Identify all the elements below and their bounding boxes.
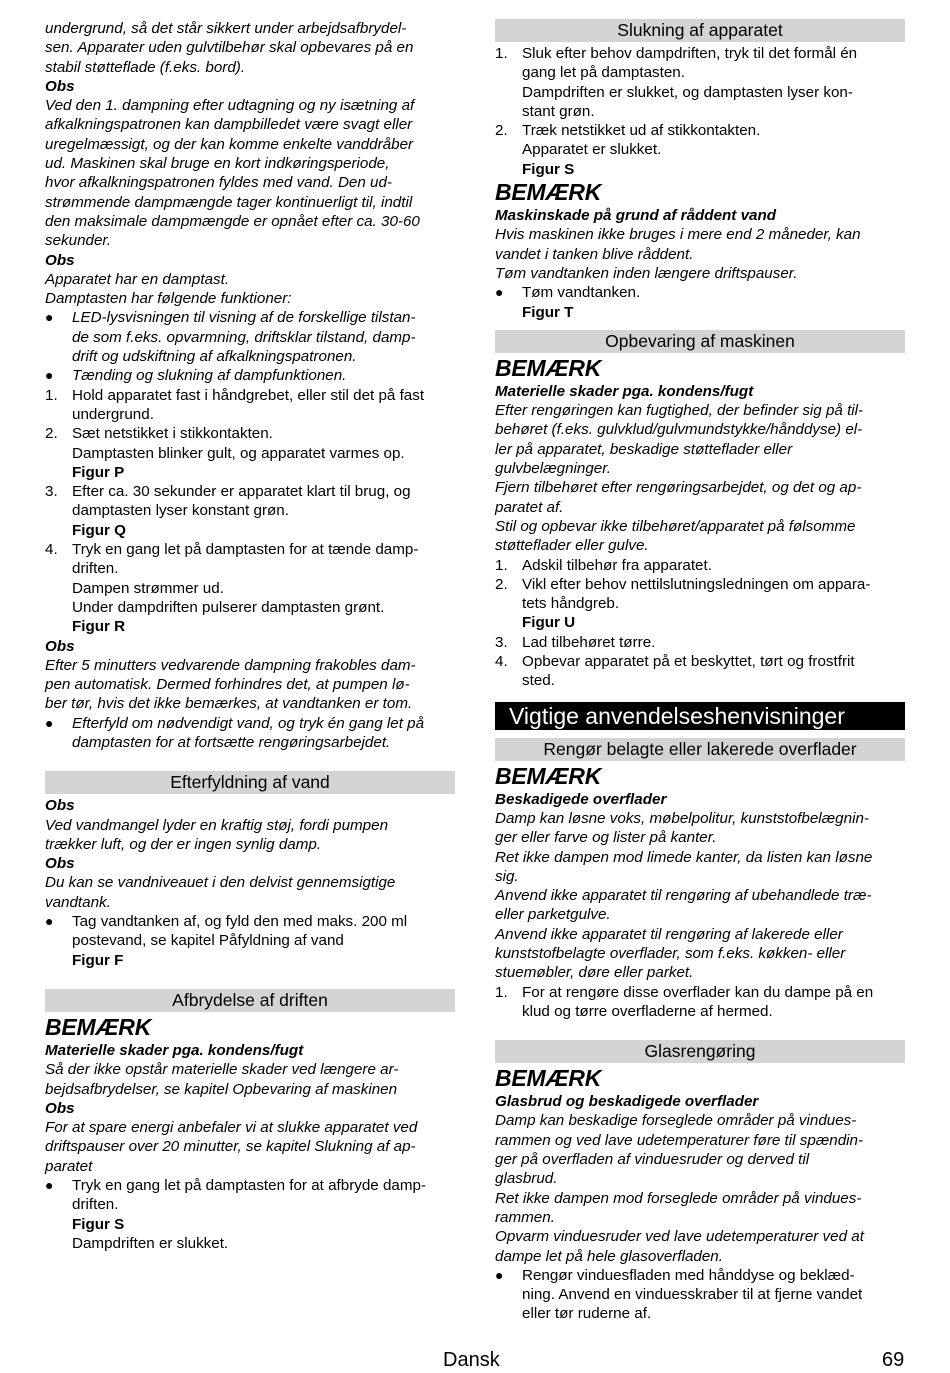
text-line: Sluk efter behov dampdriften, tryk til det formål én	[522, 45, 858, 62]
step-number: 1.	[45, 386, 58, 404]
bullet-icon: ●	[45, 714, 54, 731]
text-line: Hvis maskinen ikke bruges i mere end 2 måneder, kan	[495, 226, 861, 244]
text-line: Ved vandmangel lyder en kraftig støj, fordi pumpen	[45, 816, 389, 834]
text-line: For at spare energi anbefaler vi at slukke apparatet ved	[45, 1119, 418, 1137]
list-item	[45, 308, 455, 366]
list-item	[45, 366, 455, 385]
step-item	[45, 386, 455, 425]
text-line: Træk netstikket ud af stikkontakten.	[522, 122, 761, 140]
notice-title: Glasbrud og beskadigede overflader	[495, 1093, 759, 1111]
text-line: postevand, se kapitel Påfyldning af vand	[72, 932, 344, 950]
intro-text	[45, 19, 455, 77]
step-number: 4.	[495, 653, 508, 671]
text-line: ber tør, hvis det ikke bemærkes, at vandtanken er tom.	[45, 695, 413, 713]
section-heading-interrupt: Afbrydelse af driften	[45, 989, 455, 1012]
notice-text	[495, 401, 905, 555]
step-item	[495, 44, 905, 121]
step-number: 2.	[45, 425, 58, 443]
bullet-icon: ●	[45, 1177, 54, 1194]
text-line: rammen og ved lave udetemperaturer føre til spændin-	[495, 1131, 864, 1149]
text-line: Hold apparatet fast i håndgrebet, eller stil det på fast	[72, 386, 425, 404]
note-text	[45, 656, 455, 714]
section-heading-storage: Opbevaring af maskinen	[495, 330, 905, 353]
text-line: Ret ikke dampen mod forseglede områder på vindues-	[495, 1189, 862, 1207]
text-line: Tryk en gang let på damptasten for at afbryde damp-	[72, 1177, 427, 1195]
step-number: 3.	[45, 483, 58, 501]
text-line: behøret (f.eks. gulvklud/gulvmundstykke/hånddyse) el-	[495, 421, 863, 439]
text-line: Damp kan beskadige forseglede områder på vindues-	[495, 1112, 857, 1130]
step-item	[495, 575, 905, 633]
text-line: Under dampdriften pulserer damptasten grønt.	[72, 598, 385, 616]
text-line: de som f.eks. opvarmning, driftsklar tilstand, damp-	[72, 328, 416, 346]
text-line: Tøm vandtanken.	[522, 284, 641, 302]
text-line: stabil støtteflade (f.eks. bord).	[45, 58, 246, 76]
text-line: ud. Maskinen skal bruge en kort indkøringsperiode,	[45, 155, 390, 173]
section-heading-switch-off: Slukning af apparatet	[495, 19, 905, 42]
notice-title: Maskinskade på grund af råddent vand	[495, 207, 777, 225]
notice-heading: BEMÆRK	[495, 762, 602, 789]
text-line: bejdsafbrydelser, se kapitel Opbevaring af maskinen	[45, 1080, 398, 1098]
step-number: 2.	[495, 122, 508, 140]
text-line: glasbrud.	[495, 1170, 558, 1188]
step-item	[495, 121, 905, 179]
text-line: Apparatet er slukket.	[522, 141, 662, 159]
step-number: 1.	[495, 556, 508, 574]
text-line: afkalkningspatronen kan dampbilledet være svagt eller	[45, 116, 413, 134]
bullet-icon: ●	[45, 367, 54, 384]
note-label: Obs	[45, 251, 75, 269]
step-item	[45, 540, 455, 636]
text-line: Ved den 1. dampning efter udtagning og ny isætning af	[45, 97, 415, 115]
left-column	[45, 19, 455, 1253]
text-line: undergrund, så det står sikkert under arbejdsafbrydel-	[45, 20, 407, 37]
list-item	[45, 912, 455, 970]
text-line: uregelmæssigt, og der kan komme enkelte vanddråber	[45, 135, 414, 153]
text-line: ning. Anvend en vinduesskraber til at fjerne vandet	[522, 1286, 863, 1304]
notice-heading: BEMÆRK	[45, 1013, 152, 1040]
right-column	[495, 19, 905, 1324]
text-line: stuemøbler, døre eller parket.	[495, 964, 694, 982]
step-number: 3.	[495, 633, 508, 651]
figure-reference: Figur S	[522, 160, 575, 178]
step-number: 1.	[495, 45, 508, 62]
bullet-icon: ●	[45, 309, 54, 326]
text-line: Du kan se vandniveauet i den delvist gennemsigtige	[45, 874, 396, 892]
text-line: For at rengøre disse overflader kan du dampe på en	[522, 983, 874, 1001]
text-line: rammen.	[495, 1208, 555, 1226]
text-line: Stil og opbevar ikke tilbehøret/apparatet på følsomme	[495, 517, 856, 535]
text-line: Efter 5 minutters vedvarende dampning frakobles dam-	[45, 656, 416, 674]
text-line: gulvbelægninger.	[495, 460, 611, 478]
notice-title: Materielle skader pga. kondens/fugt	[495, 382, 754, 400]
text-line: dampe let på hele glasoverfladen.	[495, 1247, 723, 1265]
text-line: Efterfyld om nødvendigt vand, og tryk én gang let på	[72, 714, 425, 732]
footer-language: Dansk	[443, 1349, 500, 1371]
text-line: sig.	[495, 867, 519, 885]
section-heading-refill: Efterfyldning af vand	[45, 771, 455, 794]
text-line: driften.	[72, 560, 119, 578]
figure-reference: Figur F	[72, 951, 124, 969]
text-line: drift og udskiftning af afkalkningspatronen.	[72, 348, 357, 366]
text-line: stant grøn.	[522, 102, 595, 120]
notice-text	[495, 809, 905, 983]
text-line: Vikl efter behov nettilslutningsledningen om appara-	[522, 575, 871, 593]
step-number: 4.	[45, 541, 58, 559]
text-line: sekunder.	[45, 232, 112, 250]
text-line: sted.	[522, 672, 555, 690]
bullet-icon: ●	[495, 1266, 504, 1283]
text-line: vandtank.	[45, 893, 111, 911]
text-line: Damptasten blinker gult, og apparatet varmes op.	[72, 444, 405, 462]
bullet-icon: ●	[495, 284, 504, 301]
figure-reference: Figur Q	[72, 521, 126, 539]
text-line: Tænding og slukning af dampfunktionen.	[72, 367, 347, 385]
text-line: damptasten for at fortsætte rengøringsarbejdet.	[72, 733, 391, 751]
figure-reference: Figur U	[522, 614, 576, 632]
text-line: paratet af.	[495, 498, 564, 516]
note-label: Obs	[45, 77, 75, 95]
note-label: Obs	[45, 855, 75, 873]
notice-text	[45, 1060, 455, 1099]
text-line: kunststofbelagte overflader, som f.eks. køkken- eller	[495, 944, 846, 962]
bullet-icon: ●	[45, 913, 54, 930]
text-line: Damptasten har følgende funktioner:	[45, 290, 292, 308]
text-line: Anvend ikke apparatet til rengøring af lakerede eller	[495, 925, 843, 943]
note-label: Obs	[45, 637, 75, 655]
text-line: hvor afkalkningspatronen fyldes med vand. Den ud-	[45, 174, 392, 192]
text-line: Adskil tilbehør fra apparatet.	[522, 556, 712, 574]
text-line: Damp kan løsne voks, møbelpolitur, kunststofbelægnin-	[495, 809, 869, 827]
note-label: Obs	[45, 1099, 75, 1117]
notice-heading: BEMÆRK	[495, 1065, 602, 1092]
page-number: 69	[882, 1349, 905, 1371]
list-item	[495, 1266, 905, 1324]
text-line: vandet i tanken blive råddent.	[495, 245, 694, 263]
list-item	[45, 714, 455, 753]
figure-reference: Figur T	[522, 303, 574, 321]
text-line: Anvend ikke apparatet til rengøring af ubehandlede træ-	[495, 887, 872, 905]
step-item	[495, 633, 905, 652]
step-item	[45, 424, 455, 482]
list-item	[45, 1176, 455, 1253]
note-text	[45, 1118, 455, 1176]
figure-reference: Figur P	[72, 463, 125, 481]
note-label: Obs	[45, 797, 75, 815]
text-line: den maksimale dampmængde er opnået efter ca. 30-60	[45, 212, 420, 230]
text-line: LED-lysvisningen til visning af de forskellige tilstan-	[72, 309, 416, 327]
text-line: Rengør vinduesfladen med hånddyse og beklæd-	[522, 1266, 855, 1284]
note-text	[45, 816, 455, 855]
text-line: tets håndgreb.	[522, 595, 620, 613]
text-line: damptasten lyser konstant grøn.	[72, 502, 289, 520]
note-text	[45, 270, 455, 309]
step-number: 2.	[495, 575, 508, 593]
notice-title: Materielle skader pga. kondens/fugt	[45, 1041, 304, 1059]
text-line: undergrund.	[72, 405, 154, 423]
text-line: Fjern tilbehøret efter rengøringsarbejdet, og det og ap-	[495, 479, 862, 497]
list-item	[495, 283, 905, 322]
note-text	[45, 96, 455, 250]
text-line: Opbevar apparatet på et beskyttet, tørt og frostfrit	[522, 653, 855, 671]
text-line: Efter ca. 30 sekunder er apparatet klart til brug, og	[72, 483, 411, 501]
step-item	[495, 983, 905, 1022]
figure-reference: Figur S	[72, 1215, 125, 1233]
text-line: ler på apparatet, beskadige støtteflader eller	[495, 440, 793, 458]
notice-title: Beskadigede overflader	[495, 790, 667, 808]
text-line: ger på overfladen af vinduesruder og derved til	[495, 1151, 810, 1169]
text-line: Tryk en gang let på damptasten for at tænde damp-	[72, 541, 419, 559]
text-line: Lad tilbehøret tørre.	[522, 633, 656, 651]
notice-heading: BEMÆRK	[495, 179, 602, 206]
text-line: ger eller farve og lister på kanter.	[495, 829, 717, 847]
text-line: støtteflader eller gulve.	[495, 537, 649, 555]
step-item	[45, 482, 455, 540]
step-item	[495, 652, 905, 691]
text-line: Sæt netstikket i stikkontakten.	[72, 425, 273, 443]
note-text	[45, 873, 455, 912]
text-line: Tag vandtanken af, og fyld den med maks. 200 ml	[72, 913, 408, 931]
step-item	[495, 556, 905, 575]
text-line: Så der ikke opstår materielle skader ved længere ar-	[45, 1061, 399, 1079]
text-line: strømmende dampmængde tager kontinuerligt til, indtil	[45, 193, 413, 211]
chapter-heading: Vigtige anvendelseshenvisninger	[495, 702, 905, 730]
text-line: pen automatisk. Dermed forhindres det, at pumpen lø-	[45, 676, 410, 694]
section-heading-painted-surfaces: Rengør belagte eller lakerede overflader	[495, 738, 905, 761]
text-line: Apparatet har en damptast.	[45, 270, 230, 288]
text-line: driften.	[72, 1196, 119, 1214]
notice-text	[495, 1111, 905, 1265]
notice-text	[495, 225, 905, 283]
figure-reference: Figur R	[72, 618, 126, 636]
text-line: Dampen strømmer ud.	[72, 579, 224, 597]
text-line: Opvarm vinduesruder ved lave udetemperaturer ved at	[495, 1228, 864, 1246]
text-line: gang let på damptasten.	[522, 64, 685, 82]
text-line: driftspauser over 20 minutter, se kapitel Slukning af ap-	[45, 1138, 416, 1156]
text-line: Dampdriften er slukket, og damptasten lyser kon-	[522, 83, 853, 101]
text-line: eller tør ruderne af.	[522, 1305, 652, 1323]
text-line: trækker luft, og der er ingen synlig damp.	[45, 835, 322, 853]
text-line: Efter rengøringen kan fugtighed, der befinder sig på til-	[495, 402, 864, 420]
text-line: sen. Apparater uden gulvtilbehør skal opbevares på en	[45, 39, 414, 57]
step-number: 1.	[495, 983, 508, 1001]
text-line: klud og tørre overfladerne af hermed.	[522, 1002, 773, 1020]
notice-heading: BEMÆRK	[495, 354, 602, 381]
text-line: Tøm vandtanken inden længere driftspauser.	[495, 264, 798, 282]
text-line: eller parketgulve.	[495, 906, 611, 924]
section-heading-glass: Glasrengøring	[495, 1040, 905, 1063]
text-line: Dampdriften er slukket.	[72, 1234, 229, 1252]
text-line: paratet	[45, 1157, 93, 1175]
text-line: Ret ikke dampen mod limede kanter, da listen kan løsne	[495, 848, 873, 866]
